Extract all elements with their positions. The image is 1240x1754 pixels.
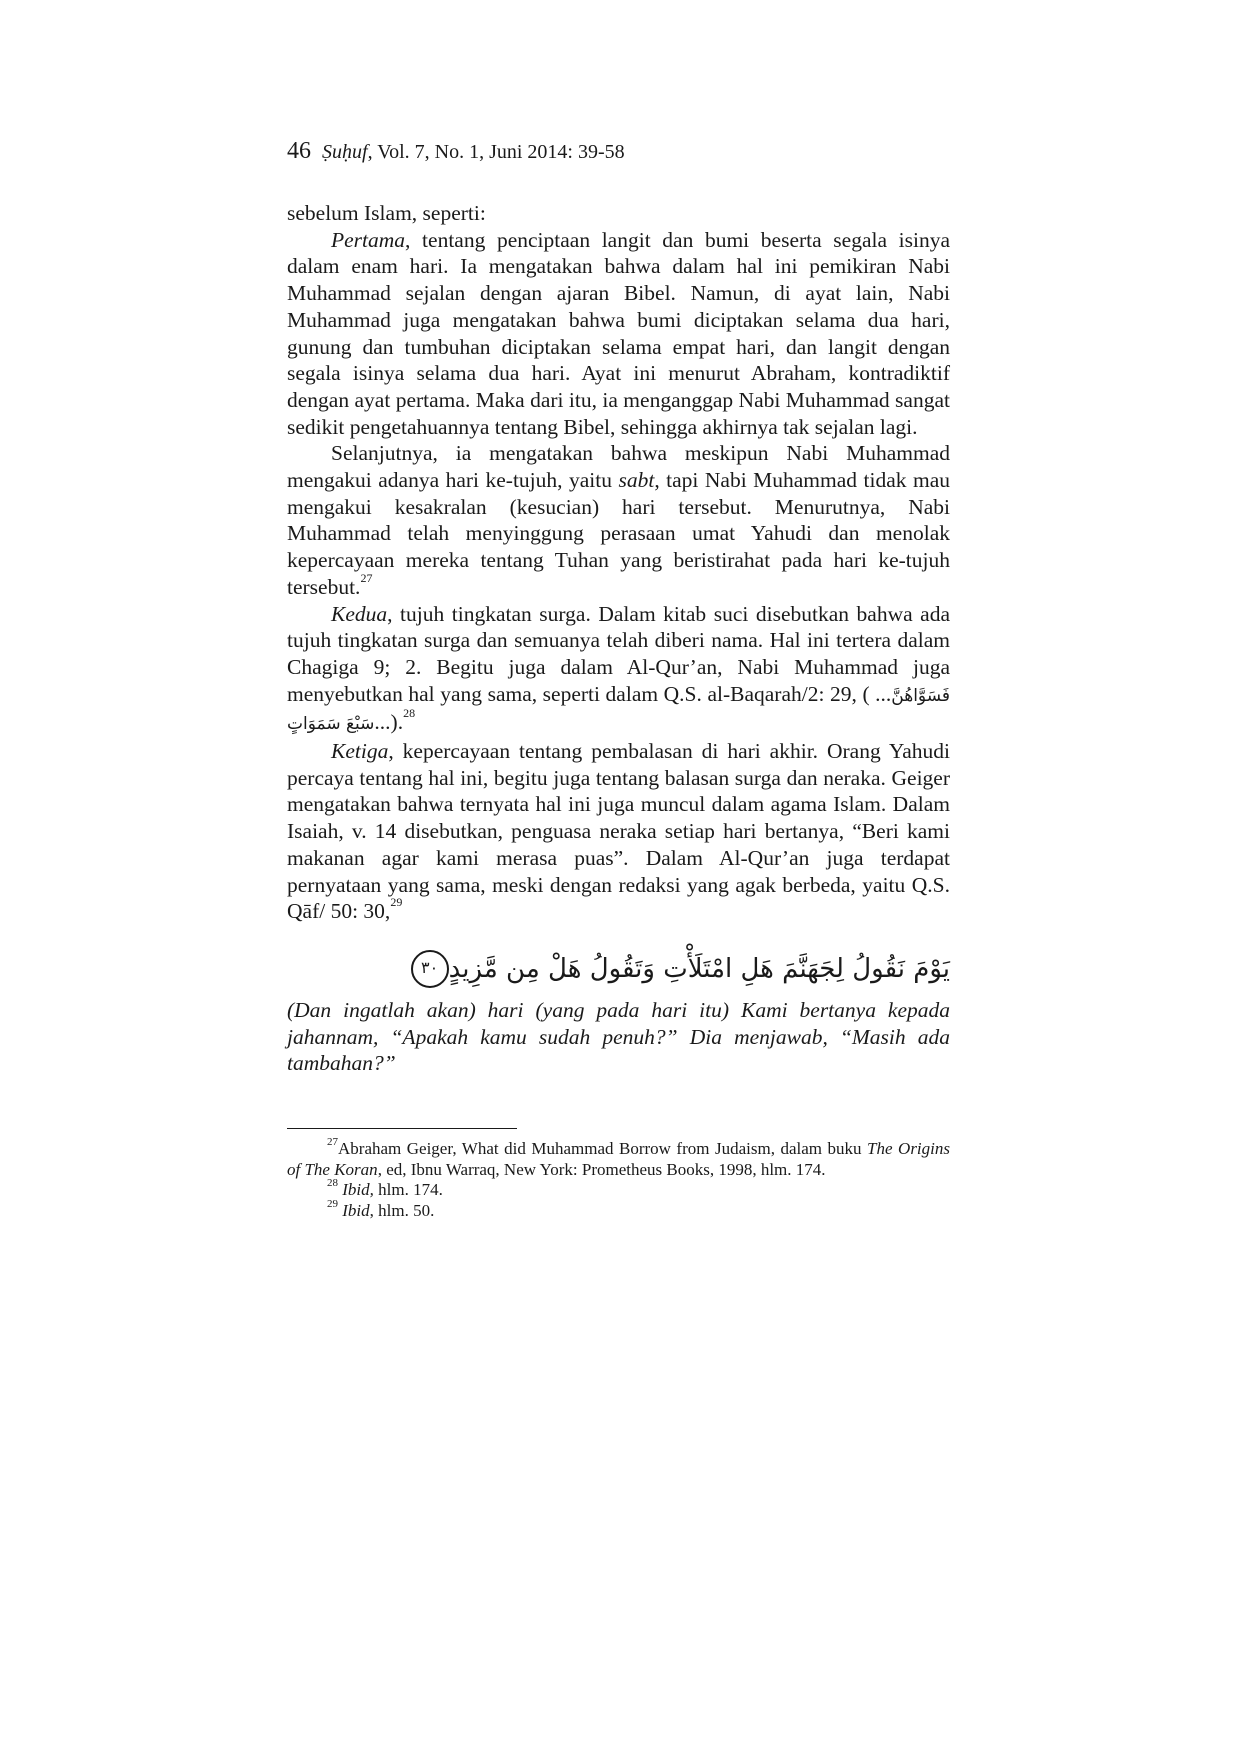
page-number: 46	[287, 138, 311, 164]
paragraph-ketiga	[287, 738, 950, 925]
journal-title: Ṣuḥuf	[322, 141, 368, 163]
footnote-27	[287, 1136, 950, 1180]
footnote-number: 28	[327, 1177, 338, 1189]
footnote-ibid: Ibid	[342, 1200, 370, 1220]
running-header	[287, 138, 950, 165]
paragraph-text: ...).	[374, 710, 404, 735]
footnotes	[287, 1128, 950, 1221]
paragraph-lead: Ketiga	[331, 739, 389, 764]
term-sabt: sabt	[618, 468, 655, 493]
verse-text: يَوْمَ نَقُولُ لِجَهَنَّمَ هَلِ امْتَلَأْتِ وَتَقُولُ هَلْ مِن مَّزِيدٍ	[448, 953, 950, 984]
main-text	[287, 200, 950, 1077]
footnote-text: , ed, Ibnu Warraq, New York: Prometheus Books, 1998, hlm. 174.	[377, 1159, 826, 1179]
quran-verse	[287, 949, 950, 989]
footnote-divider	[287, 1128, 517, 1129]
arabic-quote: فَسَوَّاهُنَّ سَبْعَ سَمَوَاتٍ	[287, 685, 950, 735]
paragraph-lead: Pertama	[331, 227, 406, 252]
paragraph-text: , kepercayaan tentang pembalasan di hari akhir. Orang Yahudi percaya tentang hal ini, begitu juga tentang balasan surga dan neraka. Geiger mengatakan bahwa ternyata hal ini juga muncul dalam agama Islam. Dalam Isaiah, v. 14 disebutkan, penguasa neraka setiap hari bertanya, “Beri kami makanan agar kami merasa puas”. Dalam Al-Qur’an juga terdapat pernyataan yang sama, meski dengan redaksi yang agak berbeda, yaitu Q.S. Qāf/ 50: 30,	[287, 739, 950, 924]
footnote-text: hlm. 174.	[373, 1180, 443, 1199]
footnote-text: , hlm. 50.	[369, 1200, 435, 1220]
paragraph-text: , tentang penciptaan langit dan bumi beserta segala isinya dalam enam hari. Ia mengatakan bahwa dalam hal ini pemikiran Nabi Muhammad sejalan dengan ajaran Bibel. Namun, di ayat lain, Nabi Muhammad juga mengatakan bahwa bumi diciptakan selama dua hari, gunung dan tumbuhan diciptakan selama empat hari, dan langit dengan segala isinya selama dua hari. Ayat ini menurut Abraham, kontradiktif dengan ayat pertama. Maka dari itu, ia menganggap Nabi Muhammad sangat sedikit pengetahuannya tentang Bibel, sehingga akhirnya tak sejalan lagi.	[287, 227, 950, 439]
paragraph-pertama	[287, 227, 950, 441]
footnote-number: 27	[327, 1136, 338, 1148]
paragraph-text: , tapi Nabi Muhammad tidak mau mengakui kesakralan (kesucian) hari tersebut. Menurutnya, Nabi Muhammad telah menyinggung perasaan umat Yahudi dan menolak kepercayaan mereka tentang Tuhan yang beristirahat pada hari ke-tujuh tersebut.	[287, 468, 950, 599]
footnote-book-title: The Origins of The Koran	[287, 1139, 950, 1179]
footnote-text: Abraham Geiger, What did Muhammad Borrow from Judaism, dalam buku	[338, 1139, 868, 1158]
footnote-ref-29: 29	[390, 895, 403, 910]
paragraph-lead: Kedua	[331, 601, 388, 626]
footnote-29	[287, 1197, 950, 1222]
footnote-ref-27: 27	[360, 570, 373, 585]
footnote-ibid: Ibid,	[342, 1180, 374, 1199]
journal-issue: , Vol. 7, No. 1, Juni 2014: 39-58	[367, 141, 625, 163]
footnote-ref-28: 28	[403, 706, 416, 721]
paragraph-text: , tujuh tingkatan surga. Dalam kitab suci disebutkan bahwa ada tujuh tingkatan surga dan semuanya telah diberi nama. Hal ini tertera dalam Chagiga 9; 2. Begitu juga dalam Al-Qur’an, Nabi Muhammad juga menyebutkan hal yang sama, seperti dalam Q.S. al-Baqarah/2: 29, ( ...	[287, 601, 950, 706]
footnote-number: 29	[327, 1197, 338, 1210]
verse-translation: (Dan ingatlah akan) hari (yang pada hari itu) Kami bertanya kepada jahannam, “Apakah kamu sudah penuh?” Dia menjawab, “Masih ada tambahan?”	[287, 997, 950, 1076]
verse-number-ornament: ٣٠	[411, 950, 449, 988]
paragraph-intro: sebelum Islam, seperti:	[287, 201, 486, 225]
footnote-28	[287, 1177, 950, 1201]
paragraph-text: Selanjutnya, ia mengatakan bahwa meskipun Nabi Muhammad mengakui adanya hari ke-tujuh, yaitu	[287, 441, 950, 493]
paragraph-selanjutnya	[287, 440, 950, 600]
paragraph-kedua	[287, 601, 950, 739]
